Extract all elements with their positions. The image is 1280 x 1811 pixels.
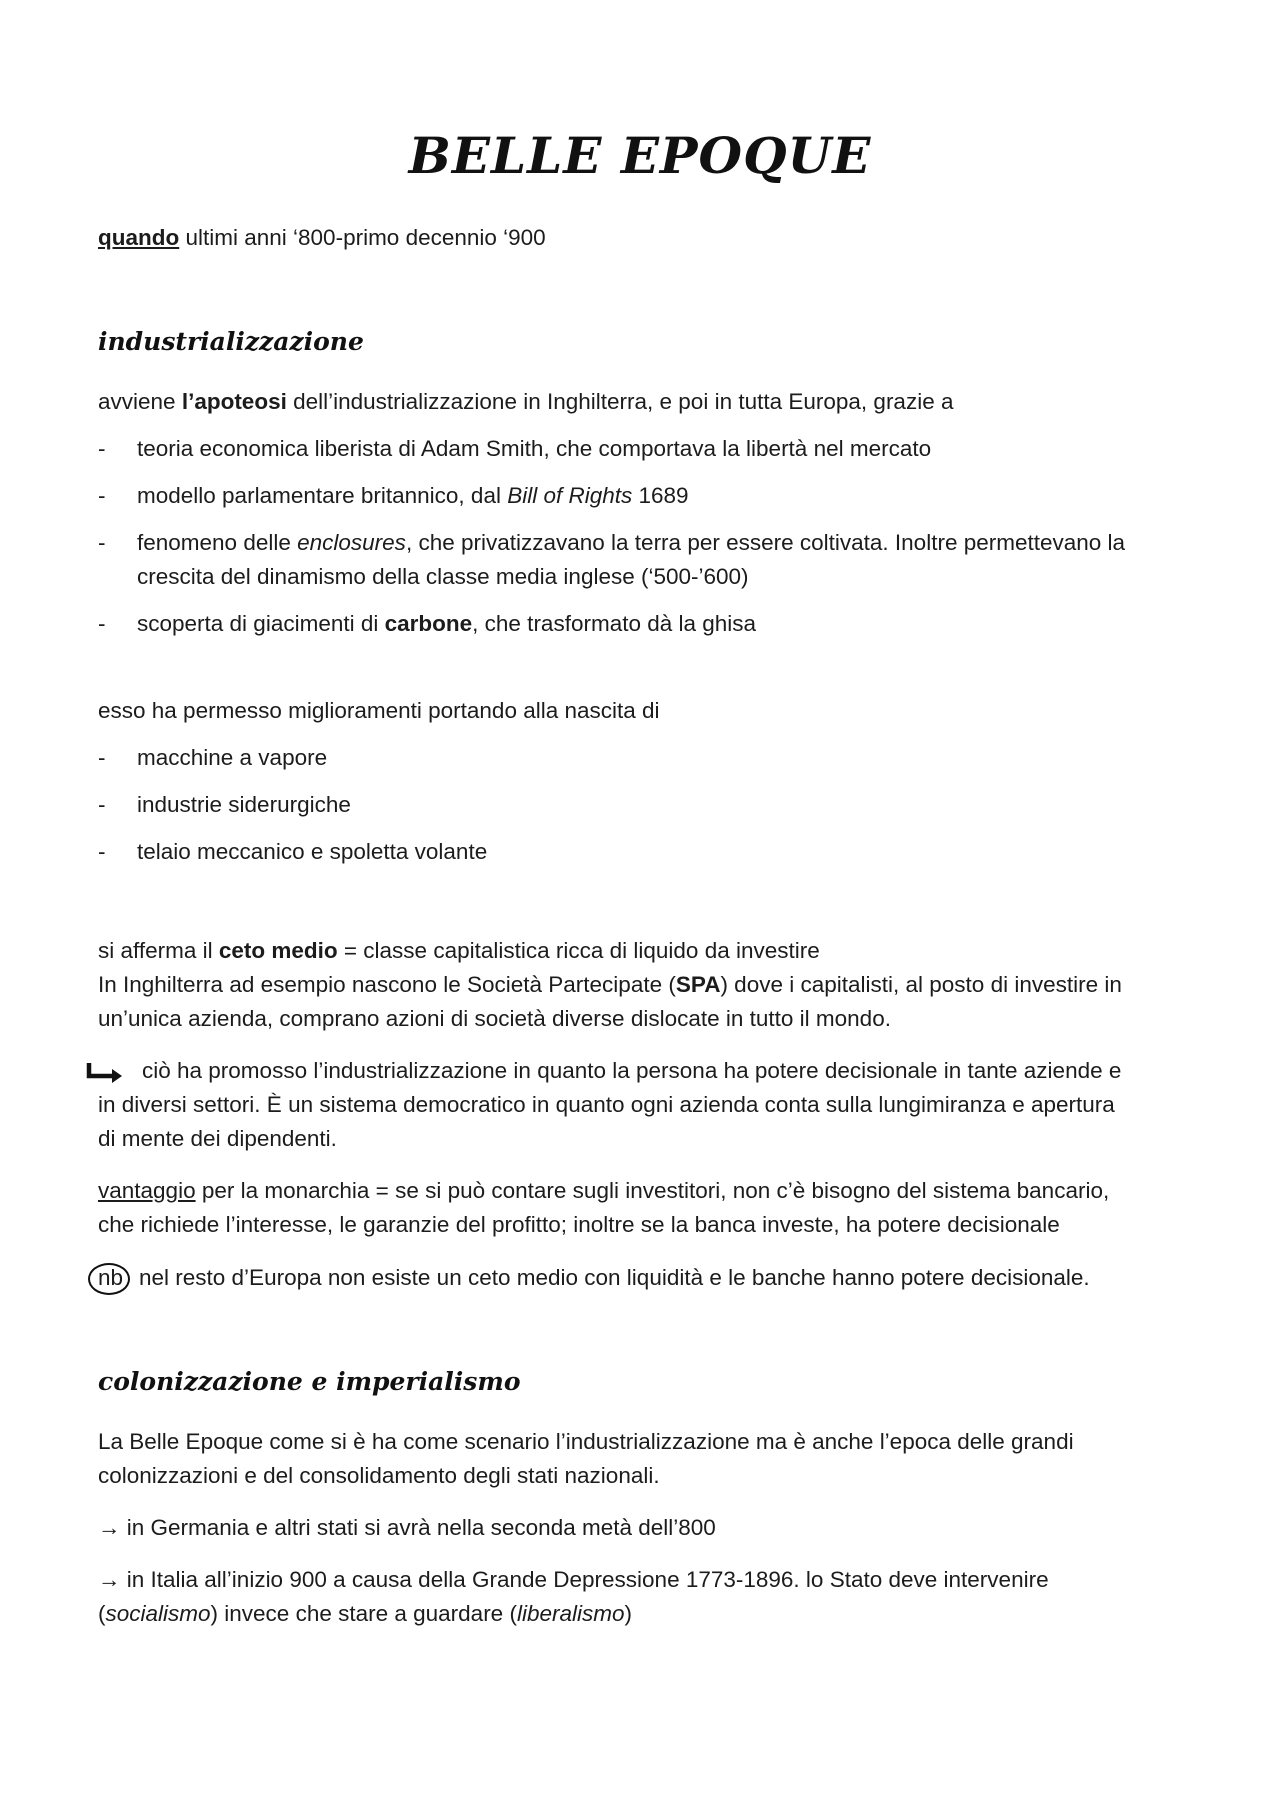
arrow-item-text: in Italia all’inizio 900 a causa della Grande Depressione 1773-1896. lo Stato deve intervenire	[120, 1567, 1049, 1592]
vantaggio-line-2: che richiede l’interesse, le garanzie del profitto; inoltre se la banca investe, ha potere decisionale	[98, 1212, 1060, 1237]
p1-l2-bold: SPA	[675, 972, 721, 997]
b4-pre: scoperta di giacimenti di	[137, 611, 385, 636]
dash: -	[98, 745, 106, 770]
page-title: BELLE EPOQUE	[408, 126, 872, 185]
arrow-item-italia	[98, 1563, 1049, 1597]
list-item-text: telaio meccanico e spoletta volante	[137, 839, 488, 864]
date-line	[98, 221, 546, 255]
list-item-text	[137, 479, 1207, 513]
arrow-para-line-1: ciò ha promosso l’industrializzazione in quanto la persona ha potere decisionale in tante aziende e	[142, 1058, 1122, 1083]
b3-pre: fenomeno delle	[137, 530, 298, 555]
bent-arrow-icon	[86, 1063, 126, 1085]
p1-l1-post: = classe capitalistica ricca di liquido da investire	[337, 938, 820, 963]
list-item-text: teoria economica liberista di Adam Smith, che comportava la libertà nel mercato	[137, 436, 932, 461]
vantaggio-text: per la monarchia = se si può contare sugli investitori, non c’è bisogno del sistema bancario,	[195, 1178, 1110, 1203]
nb-text: nel resto d’Europa non esiste un ceto medio con liquidità e le banche hanno potere decisionale.	[139, 1265, 1090, 1290]
section-heading-colonizzazione: colonizzazione e imperialismo	[98, 1367, 521, 1396]
section2-p1-line-1: La Belle Epoque come si è ha come scenario l’industrializzazione ma è anche l’epoca delle grandi	[98, 1429, 1074, 1454]
b2-pre: modello parlamentare britannico, dal	[137, 483, 508, 508]
b2-italic: Bill of Rights	[507, 483, 633, 508]
dash: -	[98, 436, 106, 461]
p1-l1-bold: ceto medio	[218, 938, 338, 963]
dash: -	[98, 839, 106, 864]
p1-l2-pre: In Inghilterra ad esempio nascono le Società Partecipate (	[98, 972, 676, 997]
section2-p1-line-2: colonizzazioni e del consolidamento degli stati nazionali.	[98, 1463, 660, 1488]
section1-intro2: esso ha permesso miglioramenti portando alla nascita di	[98, 698, 660, 723]
paren-open: (	[98, 1601, 106, 1626]
vantaggio-line-1	[98, 1174, 1109, 1208]
list-item-text: macchine a vapore	[137, 745, 328, 770]
arrow-item-germania	[98, 1511, 716, 1545]
b4-post: , che trasformato dà la ghisa	[472, 611, 757, 636]
dash: -	[98, 611, 106, 636]
date-text: ultimi anni ‘800-primo decennio ‘900	[179, 225, 546, 250]
right-arrow-icon: →	[98, 1515, 121, 1540]
intro-pre: avviene	[98, 389, 182, 414]
socialismo: socialismo	[105, 1601, 211, 1626]
section-heading-industrializzazione: industrializzazione	[98, 327, 364, 356]
intro-post: dell’industrializzazione in Inghilterra, e poi in tutta Europa, grazie a	[286, 389, 954, 414]
list-item-text	[137, 526, 1207, 594]
arrow-item-text: in Germania e altri stati si avrà nella seconda metà dell’800	[120, 1515, 716, 1540]
spa-line-2: un’unica azienda, comprano azioni di società diverse dislocate in tutto il mondo.	[98, 1006, 891, 1031]
ceto-medio-line	[98, 934, 820, 968]
b4-bold: carbone	[384, 611, 473, 636]
b3-post: , che privatizzavano la terra per essere coltivata. Inoltre permettevano la crescita del dinamismo della classe media inglese (‘500-’600)	[137, 530, 1126, 589]
b2-post: 1689	[632, 483, 689, 508]
date-label: quando	[98, 225, 180, 250]
liberalismo: liberalismo	[516, 1601, 625, 1626]
arrow-para-line-2: in diversi settori. È un sistema democratico in quanto ogni azienda conta sulla lungimiranza e apertura	[98, 1092, 1115, 1117]
arrow-para-line-3: di mente dei dipendenti.	[98, 1126, 337, 1151]
intro-bold: l’apoteosi	[181, 389, 287, 414]
dash: -	[98, 483, 106, 508]
dash: -	[98, 792, 106, 817]
p1-l2-post: ) dove i capitalisti, al posto di investire in	[720, 972, 1122, 997]
right-arrow-icon: →	[98, 1567, 121, 1592]
arrow-item-italia-line-2	[98, 1597, 632, 1631]
section1-intro	[98, 385, 953, 419]
vantaggio-label: vantaggio	[98, 1178, 196, 1203]
middle-text: ) invece che stare a guardare (	[210, 1601, 517, 1626]
paren-close: )	[624, 1601, 632, 1626]
nb-label: nb	[98, 1265, 124, 1290]
b3-italic: enclosures	[297, 530, 406, 555]
list-item-text	[137, 607, 1207, 641]
dash: -	[98, 530, 106, 555]
list-item-text: industrie siderurgiche	[137, 792, 351, 817]
spa-line	[98, 968, 1122, 1002]
p1-l1-pre: si afferma il	[98, 938, 219, 963]
